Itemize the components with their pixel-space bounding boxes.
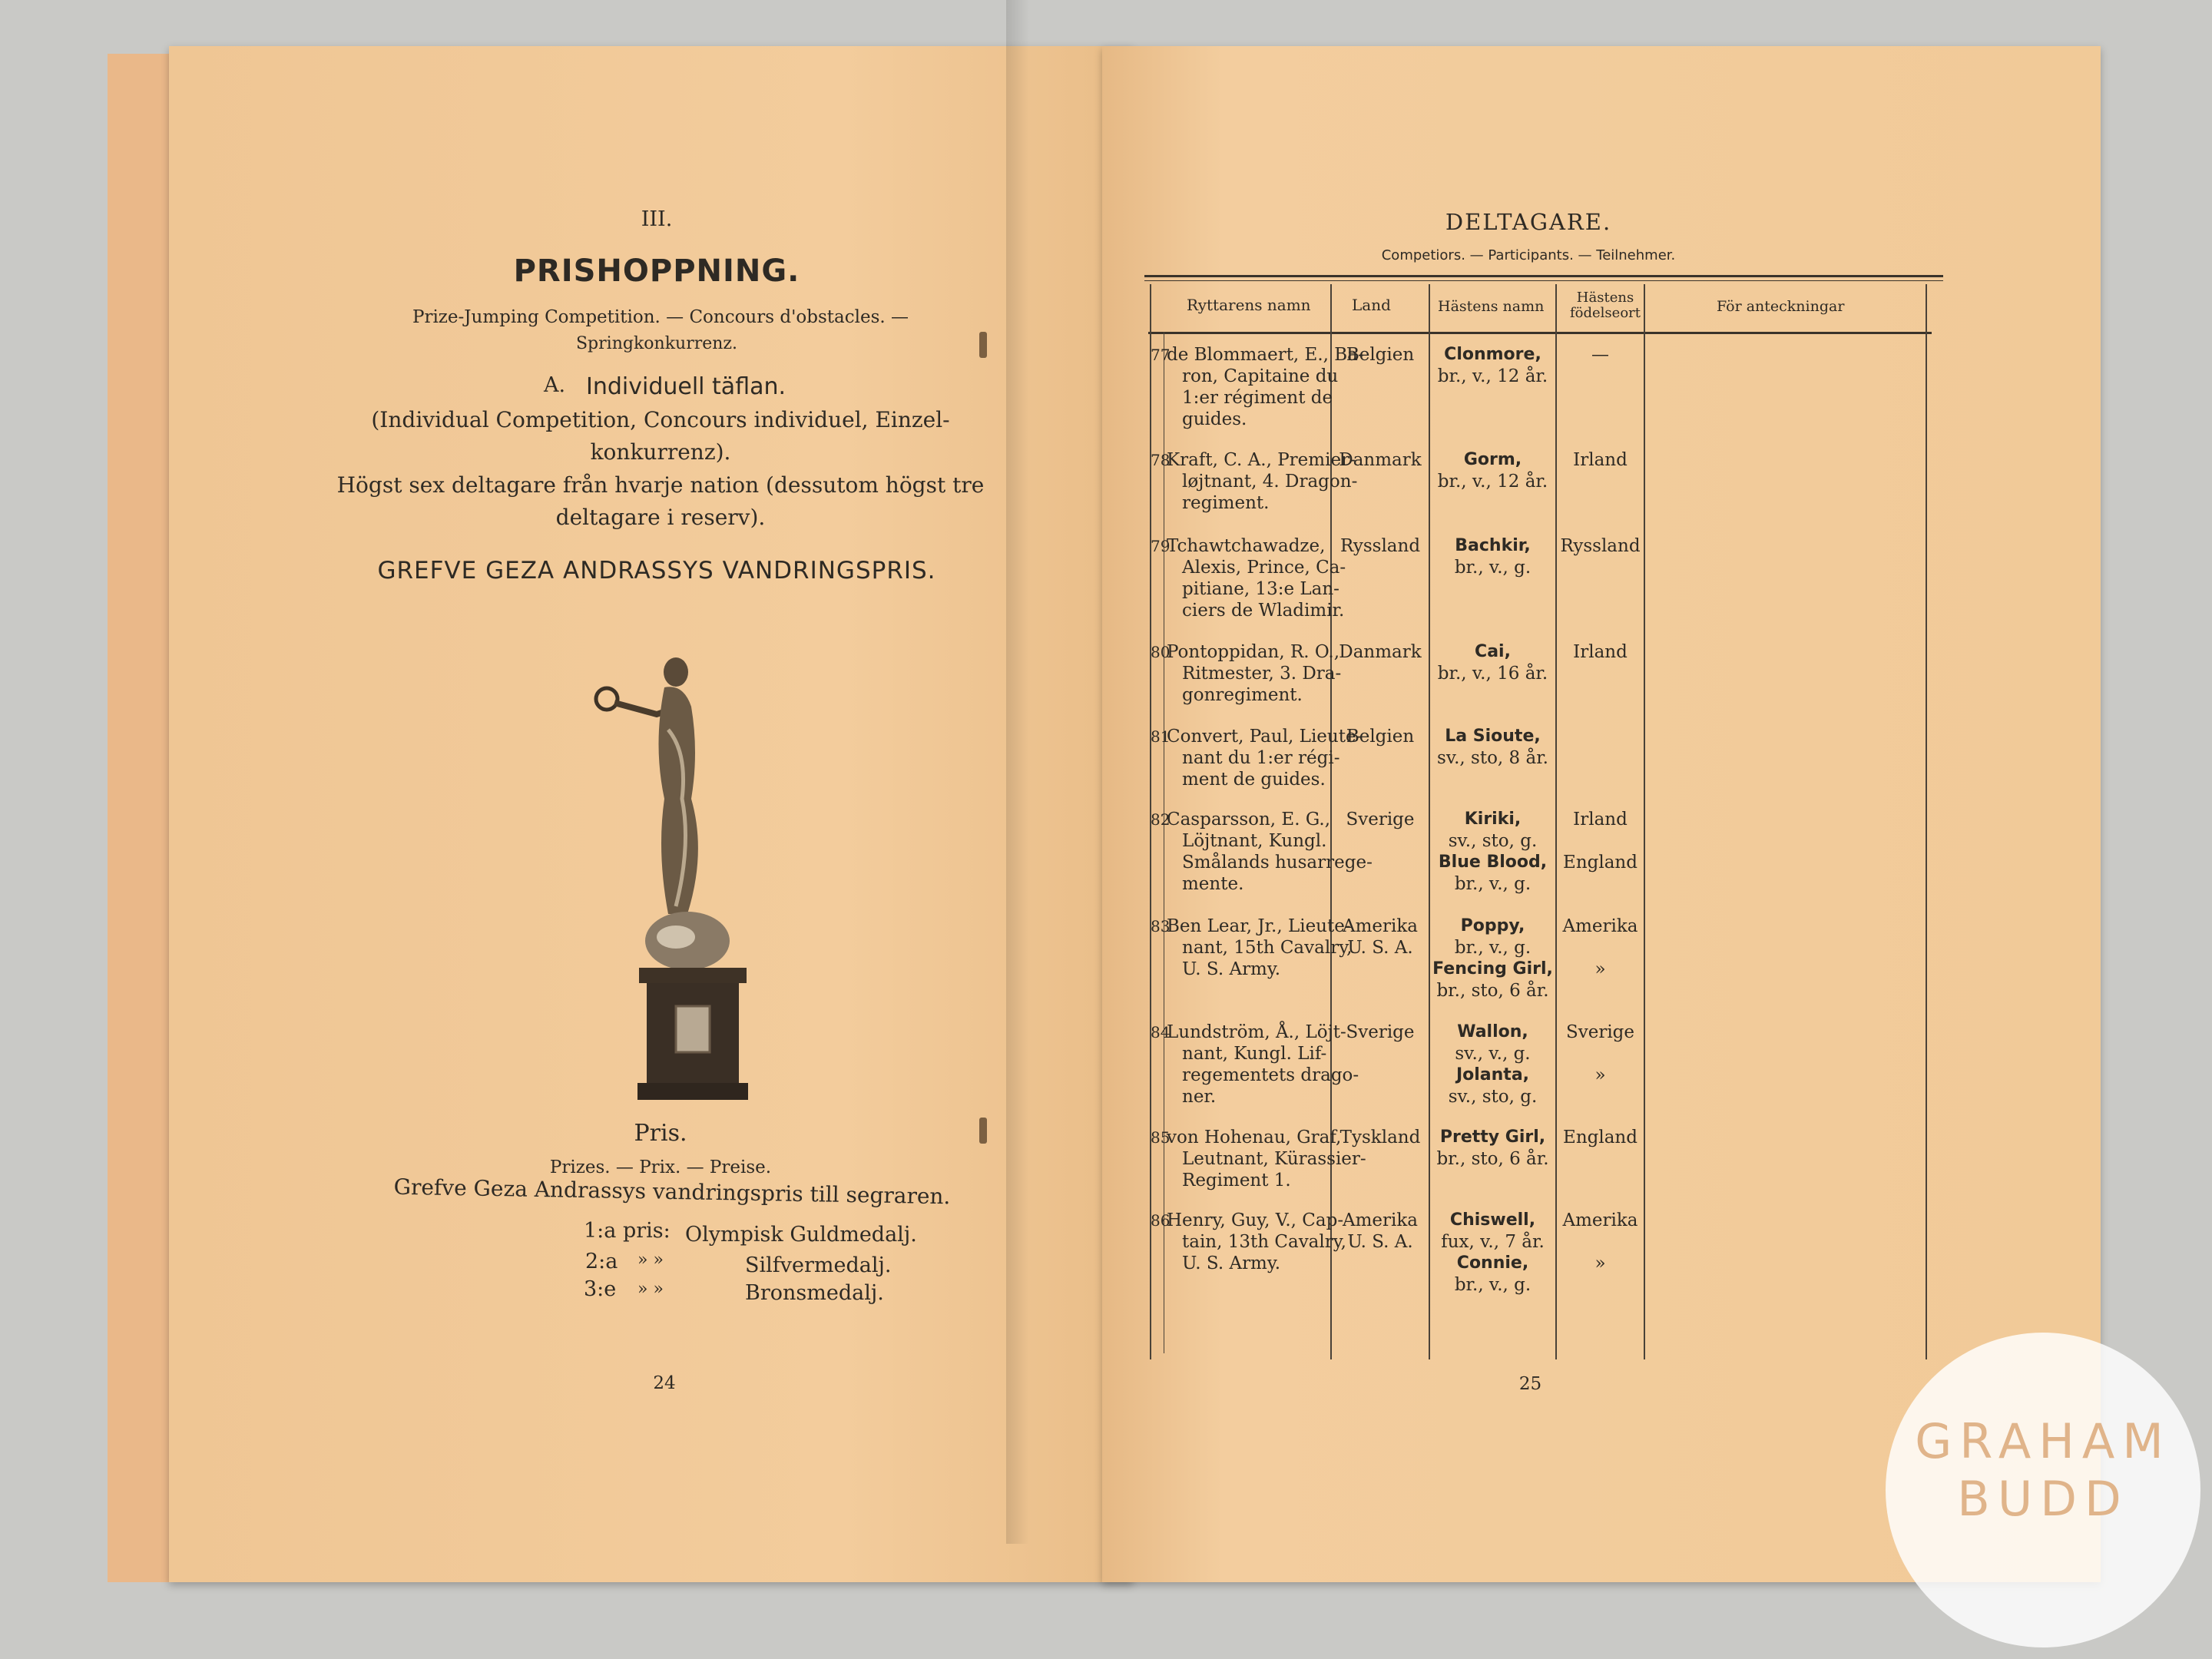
rider-name-line: von Hohenau, Graf, bbox=[1167, 1128, 1342, 1147]
horse-details: br., sto, 6 år. bbox=[1436, 1149, 1549, 1169]
rider-name-line: ment de guides. bbox=[1182, 770, 1326, 790]
paragraph-line2: konkurrenz). bbox=[590, 439, 731, 465]
prize-ditto-3: » » bbox=[637, 1280, 664, 1299]
horse-details: br., v., g. bbox=[1454, 938, 1532, 958]
rider-name-line: nant, Kungl. Lif- bbox=[1182, 1044, 1327, 1064]
horse-details: sv., sto, g. bbox=[1448, 1087, 1538, 1107]
col-header-birthplace: Hästens födelseort bbox=[1570, 290, 1641, 321]
paragraph-line3: Högst sex deltagare från hvarje nation (dessutom högst tre bbox=[336, 472, 985, 498]
horse-details: sv., sto, g. bbox=[1448, 831, 1538, 851]
country-cell: Ryssland bbox=[1339, 536, 1421, 556]
rider-name-line: Ritmester, 3. Dra- bbox=[1182, 664, 1342, 684]
rider-name-line: guides. bbox=[1182, 409, 1247, 429]
horse-name: Kiriki, bbox=[1464, 810, 1522, 829]
rider-name-line: Smålands husarrege- bbox=[1182, 853, 1373, 873]
section-number: III. bbox=[641, 207, 673, 231]
horse-details: br., v., g. bbox=[1454, 558, 1532, 578]
prize-medal-3: Bronsmedalj. bbox=[745, 1281, 884, 1305]
horse-details: br., v., g. bbox=[1454, 874, 1532, 894]
watermark-line2: BUDD bbox=[1957, 1471, 2129, 1527]
birthplace-cell: Ryssland bbox=[1560, 536, 1641, 556]
trophy-statue-image bbox=[584, 599, 768, 1106]
col-header-horse: Hästens namn bbox=[1438, 298, 1545, 315]
rider-name-line: ron, Capitaine du bbox=[1182, 366, 1339, 386]
horse-name: Blue Blood, bbox=[1438, 853, 1548, 872]
rider-name-line: regiment. bbox=[1182, 493, 1270, 513]
prize-rank-1: 1:a pris: bbox=[584, 1219, 671, 1243]
open-book bbox=[108, 46, 2104, 1598]
birthplace-cell: England bbox=[1563, 1128, 1637, 1147]
birthplace-cell: Irland bbox=[1573, 642, 1628, 662]
horse-details: br., sto, 6 år. bbox=[1436, 981, 1549, 1001]
horse-name: Chiswell, bbox=[1449, 1210, 1536, 1230]
page-number-right: 25 bbox=[1518, 1374, 1542, 1394]
col-header-notes: För anteckningar bbox=[1717, 298, 1845, 315]
subtitle-line1: Prize-Jumping Competition. — Concours d'obstacles. — bbox=[412, 307, 909, 327]
col-header-country: Land bbox=[1352, 296, 1391, 314]
horse-name: Pretty Girl, bbox=[1439, 1128, 1546, 1147]
right-page bbox=[1102, 46, 2101, 1582]
country-cell: U. S. A. bbox=[1347, 938, 1413, 958]
country-cell: Sverige bbox=[1346, 810, 1415, 830]
row-number: 84 bbox=[1151, 1023, 1171, 1041]
rider-name-line: 1:er régiment de bbox=[1182, 388, 1333, 408]
trophy-heading: GREFVE GEZA ANDRASSYS VANDRINGSPRIS. bbox=[377, 557, 936, 584]
paragraph-line4: deltagare i reserv). bbox=[555, 505, 766, 530]
page-title: PRISHOPPNING. bbox=[513, 253, 800, 289]
prize-translations: Prizes. — Prix. — Preise. bbox=[549, 1157, 772, 1177]
rider-name-line: ner. bbox=[1182, 1087, 1217, 1107]
birthplace-cell: England bbox=[1563, 853, 1637, 873]
prize-rank-3: 3:e bbox=[584, 1277, 617, 1301]
rider-name-line: løjtnant, 4. Dragon- bbox=[1182, 472, 1358, 492]
birthplace-cell: Amerika bbox=[1562, 916, 1638, 936]
rider-name-line: Tchawtchawadze, bbox=[1167, 536, 1326, 556]
rider-name-line: Ben Lear, Jr., Lieute- bbox=[1167, 916, 1351, 936]
prize-heading: Pris. bbox=[634, 1120, 687, 1147]
row-number: 80 bbox=[1151, 643, 1171, 661]
horse-details: sv., v., g. bbox=[1455, 1044, 1531, 1064]
birthplace-cell: » bbox=[1594, 1253, 1606, 1273]
rider-name-line: Henry, Guy, V., Cap- bbox=[1167, 1210, 1344, 1230]
col-header-rider: Ryttarens namn bbox=[1187, 296, 1311, 314]
row-number: 77 bbox=[1151, 346, 1171, 364]
rider-name-line: nant, 15th Cavalry, bbox=[1182, 938, 1353, 958]
staple-top bbox=[979, 332, 987, 358]
rider-name-line: Convert, Paul, Lieute- bbox=[1167, 727, 1363, 747]
row-number: 86 bbox=[1151, 1211, 1171, 1230]
rider-name-line: nant du 1:er régi- bbox=[1182, 748, 1340, 768]
part-letter: A. bbox=[544, 373, 566, 397]
birthplace-cell: Amerika bbox=[1562, 1210, 1638, 1230]
horse-details: fux, v., 7 år. bbox=[1441, 1232, 1545, 1252]
country-cell: Sverige bbox=[1346, 1022, 1415, 1042]
country-cell: Amerika bbox=[1342, 916, 1419, 936]
country-cell: Belgien bbox=[1346, 345, 1415, 365]
prize-medal-1: Olympisk Guldmedalj. bbox=[685, 1223, 917, 1247]
horse-name: Bachkir, bbox=[1455, 536, 1531, 555]
horse-details: br., v., 12 år. bbox=[1437, 472, 1548, 492]
rider-name-line: Löjtnant, Kungl. bbox=[1182, 831, 1327, 851]
subtitle-line2: Springkonkurrenz. bbox=[575, 334, 737, 353]
row-number: 85 bbox=[1151, 1128, 1171, 1147]
page-edge bbox=[108, 54, 178, 1582]
country-cell: Danmark bbox=[1339, 450, 1422, 470]
row-number: 79 bbox=[1151, 537, 1171, 555]
part-title: Individuell täflan. bbox=[586, 373, 786, 400]
rider-name-line: Regiment 1. bbox=[1182, 1171, 1291, 1190]
prize-rank-2: 2:a bbox=[585, 1250, 618, 1273]
participants-title: DELTAGARE. bbox=[1445, 209, 1612, 235]
page-number-left: 24 bbox=[653, 1373, 676, 1393]
row-number: 78 bbox=[1151, 451, 1171, 469]
horse-name: Gorm, bbox=[1463, 450, 1522, 469]
horse-name: La Sioute, bbox=[1445, 727, 1541, 746]
row-number: 83 bbox=[1151, 917, 1171, 935]
watermark bbox=[1886, 1333, 2200, 1647]
rider-name-line: mente. bbox=[1182, 874, 1244, 894]
horse-details: br., v., g. bbox=[1454, 1275, 1532, 1295]
row-number: 82 bbox=[1151, 810, 1171, 829]
country-cell: Tyskland bbox=[1339, 1128, 1421, 1147]
horse-details: br., v., 16 år. bbox=[1437, 664, 1548, 684]
left-page bbox=[169, 46, 1133, 1582]
rider-name-line: de Blommaert, E., Ba- bbox=[1167, 345, 1364, 365]
birthplace-cell: — bbox=[1591, 345, 1609, 365]
rider-name-line: U. S. Army. bbox=[1182, 1253, 1281, 1273]
horse-name: Jolanta, bbox=[1455, 1065, 1530, 1084]
prize-ditto-2: » » bbox=[637, 1250, 664, 1270]
paragraph-line1: (Individual Competition, Concours individuel, Einzel- bbox=[371, 407, 950, 432]
prize-medal-2: Silfvermedalj. bbox=[745, 1253, 892, 1277]
rider-name-line: tain, 13th Cavalry, bbox=[1182, 1232, 1346, 1252]
country-cell: Amerika bbox=[1342, 1210, 1419, 1230]
birthplace-cell: Sverige bbox=[1565, 1022, 1635, 1042]
rider-name-line: Alexis, Prince, Ca- bbox=[1182, 558, 1346, 578]
staple-bottom bbox=[979, 1118, 987, 1144]
rider-name-line: Casparsson, E. G., bbox=[1167, 810, 1331, 830]
birthplace-cell: » bbox=[1594, 959, 1606, 979]
row-number: 81 bbox=[1151, 727, 1171, 746]
horse-name: Poppy, bbox=[1460, 916, 1525, 935]
horse-details: sv., sto, 8 år. bbox=[1437, 748, 1548, 768]
prize-intro: Grefve Geza Andrassys vandringspris till segraren. bbox=[393, 1174, 951, 1210]
country-cell: Belgien bbox=[1346, 727, 1415, 747]
book-gutter bbox=[1006, 0, 1029, 1544]
table-top-rule-thin bbox=[1144, 280, 1943, 281]
rider-name-line: Pontoppidan, R. O., bbox=[1167, 642, 1340, 662]
birthplace-cell: » bbox=[1594, 1065, 1606, 1085]
table-top-rule bbox=[1144, 275, 1943, 277]
birthplace-cell: Irland bbox=[1573, 450, 1628, 470]
rider-name-line: ciers de Wladimir. bbox=[1182, 601, 1345, 621]
horse-name: Connie, bbox=[1456, 1253, 1529, 1273]
horse-details: br., v., 12 år. bbox=[1437, 366, 1548, 386]
rider-name-line: Leutnant, Kürassier- bbox=[1182, 1149, 1366, 1169]
participants-subtitle: Competiors. — Participants. — Teilnehmer. bbox=[1381, 247, 1676, 263]
rider-name-line: gonregiment. bbox=[1182, 685, 1303, 705]
horse-name: Fencing Girl, bbox=[1432, 959, 1553, 979]
rider-name-line: U. S. Army. bbox=[1182, 959, 1281, 979]
watermark-line1: GRAHAM bbox=[1915, 1413, 2171, 1469]
rider-name-line: Kraft, C. A., Premier- bbox=[1167, 450, 1356, 470]
rider-name-line: regementets drago- bbox=[1182, 1065, 1359, 1085]
horse-name: Wallon, bbox=[1457, 1022, 1528, 1041]
horse-name: Cai, bbox=[1475, 642, 1511, 661]
horse-name: Clonmore, bbox=[1444, 345, 1541, 364]
rider-name-line: pitiane, 13:e Lan- bbox=[1182, 579, 1339, 599]
rider-name-line: Lundström, Å., Löjt- bbox=[1167, 1022, 1346, 1042]
country-cell: U. S. A. bbox=[1347, 1232, 1413, 1252]
country-cell: Danmark bbox=[1339, 642, 1422, 662]
birthplace-cell: Irland bbox=[1573, 810, 1628, 830]
col-rule-5 bbox=[1926, 284, 1927, 1359]
table-header-rule bbox=[1148, 332, 1932, 334]
